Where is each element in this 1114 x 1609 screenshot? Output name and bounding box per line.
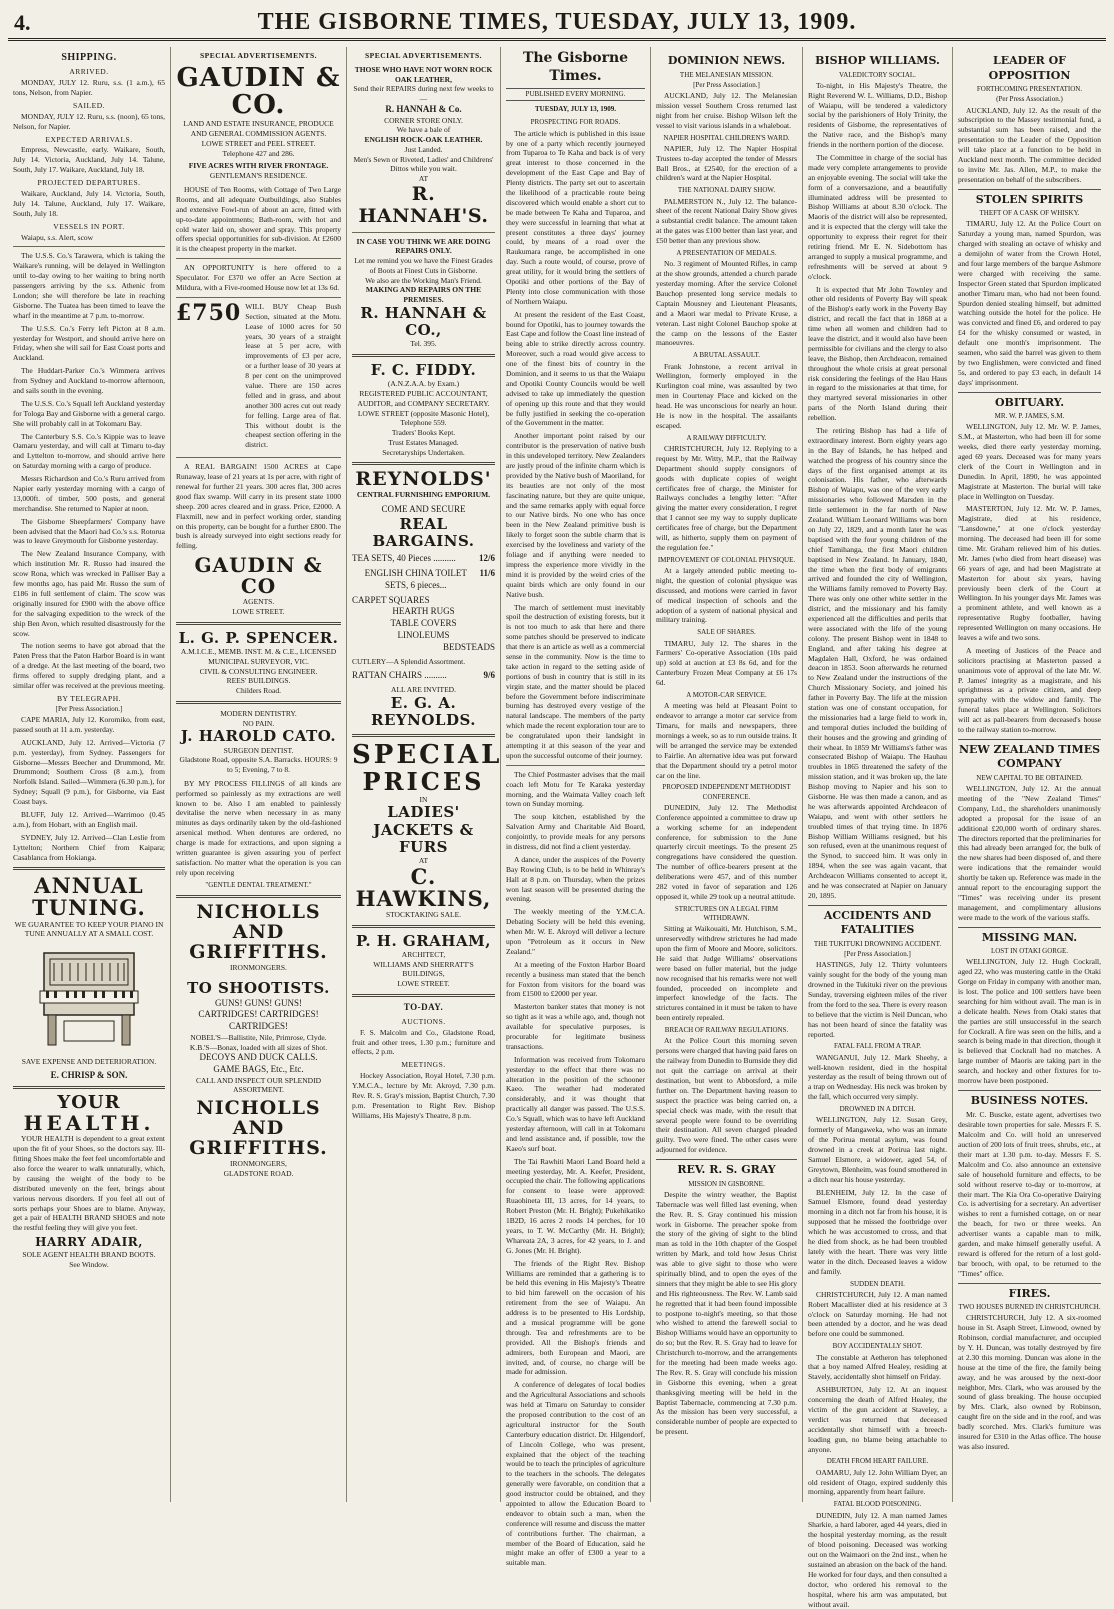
worn-text: Send their REPAIRS during next few weeks to— bbox=[353, 84, 494, 104]
local-paragraph: A conference of delegates of local bodies and the Agricultural Associations and schools was held at Timaru on Saturday to consider the proposed contribution to the cost of an agricultural instructor for the South Canterbury education district. Dr. Hilgendorf, of Lincoln College, who was present, explained that the object of the teaching would be to teach the principles of agriculture to the teachers in the schools. The delegates generally were favorable, on condition that a good instructor could be obtained, and they appointed to allow the Education Board to endeavor to obtain such a man, when the conference will resume and discuss the matter of contributions further. The chairman, a member of the Board of Education, said he might make an offer of £300 a year to a suitable man. bbox=[506, 1380, 645, 1568]
medals-text: No. 3 regiment of Mounted Rifles, in camp at the show grounds, attended a church parade yesterday morning. After the service Colonel Bauchop presented long service medals to Captain Mousney and Lieutenant Pleasants, and a Maori war medal to Private Kruse, a veteran. Last night Colonel Bauchop spoke at the camp on the lessons of the Easter manoeuvres. bbox=[656, 259, 797, 348]
spencer-ad bbox=[176, 630, 341, 696]
sudden-text: CHRISTCHURCH, July 12. A man named Robert Macallister died at his residence at 3 o'clock on Saturday morning. He had not been attended by a doctor, and he was dead before one could be summoned. bbox=[808, 1289, 947, 1339]
just-landed: Just Landed. bbox=[404, 144, 443, 154]
call-inspect: CALL AND INSPECT OUR SPLENDID ASSORTMENT. bbox=[195, 1075, 321, 1095]
shares-heading: SALE OF SHARES. bbox=[697, 628, 756, 637]
kbs-line: K.B.'S—Bonax, loaded with all sizes of Shot. bbox=[189, 1042, 328, 1052]
obituary-text: WELLINGTON, July 12. Mr. W. P. James, S.M., at Masterton, who had been ill for some weeks, died there early yesterday morning, aged 69 years. Deceased was for many years clerk of the Court in Wellington and in Dunedin. In April, 1890, he was appointed Magistrate at Masterton. The burial will take place in Wellington on Tuesday. bbox=[958, 422, 1101, 501]
hannah-telephone: Tel. 395. bbox=[410, 339, 437, 349]
bargain-text: A REAL BARGAIN! 1500 ACRES at Cape Runaway, lease of 21 years at 1s per acre, with right of renewal for further 21 years. 300 acres flat, 300 acres good flax swamp. Will carry in its present state 1000 sheep. 200 acres cleared and in grass. Price, £2000. A Flaxmill, new and in perfect working order, standing on this property, can be bought for a further £800. The bush is already surveyed into eight sections ready for felling. bbox=[176, 462, 341, 551]
colonial-text: At a largely attended public meeting to-night, the question of colonial physique was discussed, and motions were carried in favor of medical inspection of schools and the adoption of a system of national physical and military training. bbox=[656, 566, 797, 625]
vessels-heading: VESSELS IN PORT. bbox=[53, 221, 125, 231]
five-acres: FIVE ACRES WITH RIVER FRONTAGE. bbox=[188, 161, 329, 171]
column-dominion-news bbox=[650, 47, 802, 1502]
worn-heading: THOSE WHO HAVE NOT WORN ROCK OAK LEATHER, bbox=[354, 64, 493, 84]
column-shipping bbox=[8, 47, 170, 1502]
fiddy-name: F. C. FIDDY. bbox=[370, 361, 477, 380]
spencer-text: A.M.I.C.E., MEMB. INST. M. & C.E., LICENSED MUNICIPAL SURVEYOR, VIC. bbox=[180, 647, 337, 666]
published-line: PUBLISHED EVERY MORNING. bbox=[506, 88, 645, 101]
gray-subheading: MISSION IN GISBORNE. bbox=[688, 1179, 765, 1188]
heart-text: OAMARU, July 12. John William Dyer, an old resident of Otago, expired suddenly this morning, apparently from heart failure. bbox=[808, 1467, 947, 1497]
editorial-paragraph: At present the resident of the East Coast, bound for Opotiki, has to journey towards the East Cape and follow the Coast line instead of being able to strike directly across country. Moreover, such a road would give access to one of the finest bits of country in the Dominion, and it seems to us that the Waiapu and Opotiki County Councils would be well advised to take up immediately the question of opening up this route and that they would be fully justified in seeking the co-operation of the Government in the matter. bbox=[506, 309, 645, 428]
boy-text: The constable at Aetheron has telephoned that a boy named Alfred Healey, residing at Stavely, accidentally shot himself on Friday. bbox=[808, 1352, 947, 1382]
melanesian-text: AUCKLAND, July 12. The Melanesian mission vessel Southern Cross returned last night from her cruise. Bishop Wilson left the vessel to visit various islands in a whaleboat. bbox=[656, 90, 797, 130]
hannah-name: R. HANNAH & Co. bbox=[385, 103, 462, 114]
gaudin-address: LOWE STREET and PEEL STREET. bbox=[201, 138, 316, 148]
cato-text: BY MY PROCESS FILLINGS of all kinds are performed so painlessly as my extractions are well known to be. Also I am enabled to painlessly devitalise the nerve when necessary in as many minutes as days ordinarily taken by the old-fashioned arsenical method. When dentures are ordered, no charge is made for extractions, and upon signing a written guarantee is given assuring you of perfect satisfaction. No matter what the operation is you can rely upon receiving bbox=[176, 778, 341, 877]
accidents-heading: ACCIDENTS AND FATALITIES bbox=[808, 905, 947, 938]
telegraph-sub: [Per Press Association.] bbox=[55, 704, 123, 713]
harry-agent: SOLE AGENT HEALTH BRAND BOOTS. bbox=[22, 1250, 156, 1260]
local-paragraph: A dance, under the auspices of the Poverty Bay Rowing Club, is to be held in Whinray's Hall at 8 p.m. on Thursday, when the prizes won last season will be presented during the evening. bbox=[506, 854, 645, 904]
incase-heading: IN CASE YOU THINK WE ARE DOING REPAIRS ONLY. bbox=[356, 236, 491, 256]
nztimes-subheading: NEW CAPITAL TO BE OBTAINED. bbox=[976, 773, 1083, 782]
shipping-paragraph: The Gisborne Sheepfarmers' Company have been advised that the Maori had Co.'s s.s. Rotorua was to leave Greymouth for Gisborne yesterday. bbox=[13, 516, 165, 546]
opposition-subheading: FORTHCOMING PRESENTATION. bbox=[976, 85, 1083, 94]
auctions-text: F. S. Malcolm and Co., Gladstone Road, fruit and other trees, 1.30 p.m.; furniture and effects, 2 p.m. bbox=[352, 1027, 495, 1057]
rattan-label: RATTAN CHAIRS .......... bbox=[352, 669, 447, 680]
gaudin-telephone: Telephone 427 and 286. bbox=[222, 148, 295, 158]
hannah-name-2: R. HANNAH & CO., bbox=[360, 303, 487, 340]
fiddy-address: LOWE STREET (opposite Masonic Hotel), Telephone 559. bbox=[357, 408, 490, 428]
cutlery-line: CUTLERY—A Splendid Assortment. bbox=[352, 657, 466, 667]
projected-text: Waikare, Auckland, July 14. Victoria, South, July 14. Talune, Auckland, July 17. Waikare, South, July 18. bbox=[13, 188, 165, 218]
graham-name: P. H. GRAHAM, bbox=[356, 931, 491, 950]
napier-heading: NAPIER HOSPITAL CHILDREN'S WARD. bbox=[663, 133, 790, 142]
blood-text: DUNEDIN, July 12. A man named James Sharkie, a hard laborer, aged 44 years, died in the hospital yesterday morning, as the result of blood poisoning. Deceased was working out on the Waimaori on the 2nd inst., when he sustained an abrasion on the back of the hand. He worked for four days, and then consulted a doctor, who ordered his removal to the hospital, where his arm was amputated, but without avail. bbox=[808, 1510, 947, 1609]
shipping-paragraph: The notion seems to have got abroad that the Paten Press that the Paton Harbor Board is in want of a dredge. At the last meeting of the board, two firms offered to supply dredging plant, and a similar offer was received at the previous meeting. bbox=[13, 641, 165, 690]
stocktaking-sale: STOCKTAKING SALE. bbox=[385, 909, 462, 919]
childers-road: Childers Road. bbox=[236, 686, 281, 696]
nicholls-ad bbox=[176, 900, 341, 1179]
linoleums: LINOLEUMS bbox=[397, 629, 450, 640]
melanesian-heading: THE MELANESIAN MISSION. bbox=[679, 70, 774, 79]
page-number: 4. bbox=[14, 10, 31, 35]
civil-engineer: CIVIL & CONSULTING ENGINEER. bbox=[199, 666, 318, 676]
all-invited: ALL ARE INVITED. bbox=[391, 684, 456, 694]
house-text: HOUSE of Ten Rooms, with Cottage of Two Large Rooms, and all adequate Outbuildings, also Stables and extensive Fowl-run of about an acre, fitted with up-to-date appointments; Bath-room, with hot and cold water laid on, shower and spray. This property offers special opportunities for sub-division. At £2600 it is the cheapest property in the market. bbox=[176, 184, 341, 254]
toilet-sets-price: 11/6 bbox=[479, 568, 495, 579]
heart-heading: DEATH FROM HEART FAILURE. bbox=[826, 1457, 929, 1466]
auctions-heading: AUCTIONS. bbox=[401, 1016, 446, 1026]
dairy-heading: THE NATIONAL DAIRY SHOW. bbox=[677, 186, 776, 195]
obituary-text-2: MASTERTON, July 12. Mr. W. P. James, Magistrate, died at his residence, "Lansdowne," at one o'clock yesterday morning. The deceased had been ill for some time. Mr. Graham relieved him of his duties. Mr. James (who died from heart disease) was 66 years of age, and had been Magistrate at Masterton for about six years, having previously been clerk of the Court at Wellington. In his younger days Mr. James was a prominent athlete, and well known as a representative Rugby footballer, having represented Wellington on many occasions. He leaves a wife and two sons. bbox=[958, 504, 1101, 642]
ashburton-text: ASHBURTON, July 12. At an inquest concerning the death of Alfred Healey, the victim of the gun accident at Staveley, a verdict was returned that deceased accidentally shot himself with a breech-loading gun, no blame being attachable to anyone. bbox=[808, 1385, 947, 1454]
ironmongers: IRONMONGERS. bbox=[230, 962, 287, 972]
vessels-text: Waiapu, s.s. Alert, scow bbox=[21, 232, 94, 242]
bedsteads: BEDSTEADS bbox=[442, 641, 495, 652]
shipping-paragraph: The Huddart-Parker Co.'s Wimmera arrives from Sydney and Auckland to-morrow afternoon, and sails south in the evening. bbox=[13, 366, 165, 396]
rees-buildings: REES' BUILDINGS. bbox=[226, 676, 291, 686]
rattan-row bbox=[352, 670, 495, 682]
lowe-street-2: LOWE STREET. bbox=[397, 979, 450, 989]
fires-subheading: TWO HOUSES BURNED IN CHRISTCHURCH. bbox=[958, 1303, 1101, 1312]
central-furnishing: CENTRAL FURNISHING EMPORIUM. bbox=[356, 490, 491, 500]
bishop-heading: BISHOP WILLIAMS. bbox=[815, 54, 940, 67]
dentistry-ad bbox=[176, 709, 341, 775]
telegraph-paragraph: CAPE MARIA, July 12. Koromiko, from east, passed south at 11 a.m. yesterday. bbox=[13, 714, 165, 734]
fires-text: CHRISTCHURCH, July 12. A six-roomed house in St. Asaph Street, Linwood, owned by Robinson, cordial manufacturer, and occupied by Y. H. Duncan, was totally destroyed by fire at 2.30 this morning. Duncan was alone in the house at the time of the fire, the family being away, and he was aroused by the next-door neighbor, Mrs. Clark, who was aroused by the sound of glass breaking. The house occupied by Mrs. Clark, also owned by Robinson, caught fire on the side and in the roof, and was badly scorched. Mrs. Clark's furniture was insured for £310 in the Atlas office. The house was also insured. bbox=[958, 1313, 1101, 1451]
local-paragraph: The Tai Rawhiti Maori Land Board held a meeting yesterday, Mr. A. Keefer, President, occupied the chair. The following applications for consent to lease were approved: Ruaohineta III, 13 acres, for 14 years, to Robert Preston (Mr. H. Bright); Pukehikatiko 1B2D, 16 acres 2 roods 14 perches, for 10 years, to T. W. McCarthy (Mr. H. Bright); Whareata 2A, 3 acres, for 42 years, to J. and G. Jones (Mr. H. Bright). bbox=[506, 1156, 645, 1255]
local-paragraph: The weekly meeting of the Y.M.C.A. Debating Society will be held this evening, when Mr. W. E. Akroyd will deliver a lecture upon "Petroleum as it occurs in New Zealand." bbox=[506, 907, 645, 956]
hearth-rugs: HEARTH RUGS bbox=[392, 606, 455, 617]
methodist-text: DUNEDIN, July 12. The Methodist Conference appointed a committee to draw up a working scheme for an independent conference, for submission to the June quarterly circuit meetings. To the present 25 congregations have considered the question. The number of office-bearers present at the deliberations were 457, and of this number 282 voted in favor of separation and 126 opposed it, while 29 took up a neutral attitude. bbox=[656, 802, 797, 901]
brutal-text: Frank Johnstone, a recent arrival in Wellington, formerly employed in the Kurlington coal mine, was assaulted by two men in Courtenay Place and kicked on the head. He was unconscious for nearly an hour. He is now in the hospital. The assailants escaped. bbox=[656, 361, 797, 430]
methodist-heading: PROPOSED INDEPENDENT METHODIST CONFERENCE. bbox=[662, 783, 791, 801]
obituary-subheading: MR. W. P. JAMES, S.M. bbox=[994, 412, 1065, 421]
press-association-3: (Per Press Association.) bbox=[996, 95, 1063, 104]
fiddy-secretaryships: Secretaryships Undertaken. bbox=[382, 447, 465, 457]
shipping-paragraph: Messrs Richardson and Co.'s Ruru arrived from Napier early yesterday morning with a cargo of 13,000ft. of timber, 500 posts, and general merchandise. She returned to Napier at noon. bbox=[13, 474, 165, 513]
editorial-paragraph: The article which is published in this issue by one of a party which recently journeyed from Tuparoa to Te Kaha and back is of very great interest to those concerned in the development of the East Cape and Bay of Plenty districts. The party set out to ascertain the likelihood of a practicable route being discovered which would enable a short cut to be made between Te Kaha and Tuparoa, and they were successful in learning that what at present constitutes a three days' journey could, by means of a road over the Raukumara range, be accomplished in one day. Such a route would, of course, prove of great utility, for it would bring the settlers of Opotiki and other portions of the Bay of Plenty into close communication with those of Northern Waiapu. bbox=[506, 128, 645, 306]
prices-heading: PRICES bbox=[362, 767, 485, 797]
shares-text: TIMARU, July 12. The shares in the Farmers' Co-operative Association (10s paid up) sold at auction at £3 8s 6d, and for the Canterbury Frozen Meat Company at £6 17s 6d. bbox=[656, 638, 797, 688]
divider bbox=[13, 246, 165, 247]
expected-text: Empress, Newcastle, early. Waikare, South, July 14. Victoria, Auckland, July 14. Talune, South, July 17. Waikare, Auckland, July 18. bbox=[13, 145, 165, 175]
real-bargains: REAL BARGAINS. bbox=[372, 514, 475, 550]
shipping-paragraph: The Canterbury S.S. Co.'s Kippie was to leave Oamaru yesterday, and will call at Timaru to-day and Lyttelton to-morrow, and should arrive here on Saturday morning with a cargo of produce. bbox=[13, 431, 165, 471]
bishop-paragraph: The retiring Bishop has had a life of extraordinary interest. Born eighty years ago in the Bay of Islands, he has helped and watched the progress of his country since the days of the first organised attempt at its colonisation. His father, who afterwards Bishop of Waiapu, was one of the very early missionaries who followed Marsden in the little settlement in the far north of New Zealand. William Leonard Williams was born on July 22, 1829, and a month later he was baptised with the four young children of the chief Tamihanga, the first Maori children baptised in New Zealand. In January, 1840, the time when the first body of emigrants arrived and founded the city of Wellington, the Williams family removed to Poverty Bay. There was only one other white settler in the district, and the missionary and his family experienced all the difficulties and perils that were associated with the life of the young colony. The present Bishop went in 1848 to England, and after taking his degree at Magdalen Hall, Oxford, he was ordained deacon in 1853. Soon afterwards he returned to New Zealand under the instructions of the Church Missionary Society, and joined his father in Poverty Bay. The life at the mission station was one of constant occupation, for the missionaries had a large field to work in, and temporal duties included the building of their houses and the growing and grinding of their wheat. In 1859 Mr Williams's father was consecrated Bishop of Waiapu. The Hauhau troubles in 1865 threatened the safety of the mission station, and it was broken up, the late Bishop moving to Napier and his son to Gisborne. He was then made a canon, and as he was afterwards appointed Archdeacon of Waiapu, and went with other settlers he troubled times of that trying time. In 1876 Bishop William Williams resigned, but his son refused, even at the unanimous request of the Synod, to succeed him. It was only in 1894, when the see was again vacant, that Archdeacon Williams consented to accept it, and he was consecrated at Napier on January 20, 1895. bbox=[808, 426, 947, 900]
napier-text: NAPIER, July 12. The Napier Hospital Trustees to-day accepted the tender of Messrs Ball Bros., at £2540, for the erection of a children's ward at the Napier Hospital. bbox=[656, 143, 797, 183]
hannahs-name: R. HANNAH'S. bbox=[358, 182, 489, 227]
telegraph-paragraph: BLUFF, July 12. Arrived—Warrimoo (0.45 a.m.), from Hobart, with an English mail. bbox=[13, 809, 165, 829]
medals-heading: A PRESENTATION OF MEDALS. bbox=[676, 249, 777, 258]
fires-heading: FIRES. bbox=[958, 1283, 1101, 1302]
opposition-heading: LEADER OF OPPOSITION bbox=[988, 54, 1071, 82]
telegraph-heading: BY TELEGRAPH. bbox=[56, 693, 121, 703]
trap-heading: FATAL FALL FROM A TRAP. bbox=[833, 1042, 922, 1051]
ditch-heading: DROWNED IN A DITCH. bbox=[839, 1105, 916, 1114]
letus-text: Let me remind you we have the Finest Grades of Boots at Finest Cuts in Gisborne. bbox=[354, 256, 493, 275]
boy-heading: BOY ACCIDENTALLY SHOT. bbox=[832, 1342, 923, 1351]
piano-tuning-ad bbox=[13, 875, 165, 1081]
your-heading: YOUR bbox=[57, 1092, 121, 1114]
making-repairs: MAKING AND REPAIRS ON THE PREMISES. bbox=[365, 285, 482, 305]
hannah-ad bbox=[352, 65, 495, 228]
no-pain: NO PAIN. bbox=[242, 718, 275, 728]
architect: ARCHITECT, bbox=[401, 949, 446, 959]
ditch-text: WELLINGTON, July 12. Susan Grey, formerly of Mangaweka, who was an inmate of the Porirua mental asylum, was found drowned in a creek at Porirua last night. Samuel Elsmore, a widower, aged 54, of Greytown, Blenheim, was found smothered in a ditch near his house yesterday. bbox=[808, 1115, 947, 1184]
spirits-subheading: THEFT OF A CASK OF WHISKY. bbox=[979, 209, 1080, 218]
shipping-heading: SHIPPING. bbox=[61, 52, 117, 63]
breach-heading: BREACH OF RAILWAY REGULATIONS. bbox=[664, 1026, 789, 1035]
missing-text: WELLINGTON, July 12. Hugh Cockrall, aged 22, who was mustering cattle in the Otaki Gorge on Friday in company with another man, is lost. The police and 100 settlers have been searching for him without avail. The man is in a delicate health. News from Otaki states that the parties are still unsuccessful in the search for Cockrall. A fire was seen on the hills, and a search is being made in that direction, though it is believed that Cockrall had no matches. A large number of Maoris are taking part in the search, and hockey and other fixtures for to-morrow have been postponed. bbox=[958, 957, 1101, 1086]
piano-illustration bbox=[34, 943, 144, 1053]
column-opposition-notes bbox=[952, 47, 1106, 1502]
hawkins-ad bbox=[352, 740, 503, 920]
tea-sets-price: 12/6 bbox=[478, 553, 495, 564]
motor-text: A meeting was held at Pleasant Point to endeavor to arrange a motor car service from Timaru, for mails and newspapers, three mornings a week, so as to run outside trains. It will be arranged the service may be extended to Fairlie. An alternative idea was put forward that the Department should try a petrol motor car on the line. bbox=[656, 701, 797, 780]
press-association: [Per Press Association.] bbox=[693, 80, 760, 89]
carpet-squares: CARPET SQUARES bbox=[352, 594, 430, 605]
column-special-ads-2 bbox=[346, 47, 503, 1502]
gentlemans-residence: GENTLEMAN'S RESIDENCE. bbox=[209, 171, 308, 181]
spirits-text: TIMARU, July 12. At the Police Court on Saturday a young man, named Spurdon, was charged with stealing an octave of whisky and a demijohn of water from the Crown Hotel, and four large members of the barque Ashmore were charged with receiving the same. Inspector Green stated that Spurdon implicated another Timaru man, who had not been found. Spurdon denied stealing himself, but admitted watching outside the hotel for the police. He was convicted and fined £6, and ordered to pay £4 for the whisky consumed or wasted, in default one month's imprisonment. The seamen, who said the barrel was given to them by two Englishmen, were convicted and fined 5s, and ordered to pay £3 each, in default 14 days' imprisonment. bbox=[958, 219, 1101, 387]
cartridges-line: CARTRIDGES! CARTRIDGES! CARTRIDGES! bbox=[198, 1009, 319, 1032]
sewn-text: Men's Sewn or Riveted, Ladies' and Childrens' Dittos while you wait. bbox=[353, 154, 494, 174]
sailed-text: MONDAY, JULY 12. Ruru, s.s. (noon), 65 tons, Nelson, for Napier. bbox=[13, 111, 165, 131]
at-text: AT bbox=[418, 174, 429, 184]
guns-line: GUNS! GUNS! GUNS! bbox=[214, 997, 302, 1008]
page-title: THE GISBORNE TIMES, TUESDAY, JULY 13, 1909. bbox=[257, 9, 857, 35]
railway-heading: A RAILWAY DIFFICULTY. bbox=[686, 433, 767, 442]
column-special-ads-1 bbox=[170, 47, 346, 1502]
reynolds-ad bbox=[352, 470, 495, 729]
special-ads-heading-2: SPECIAL ADVERTISEMENTS. bbox=[364, 51, 483, 60]
bishop-paragraph: The Committee in charge of the social has made very complete arrangements to provide an enjoyable evening. The social will take the form of a conversazione, and a beautifully illuminated address will be presented to Bishop Williams at about 8.30 o'clock. The Maoris of the district will also be represented, and it is expected that the clergy will take the opportunity to express their regret for their retiring friend. Mr E. N. Sidebottom has arranged to supply a musical programme, and refreshments will be served at about 9 o'clock. bbox=[808, 152, 947, 281]
local-paragraph: Information was received from Tokomaru yesterday to the effect that there was no alteration in the position of the schooner Kaeo. The weather had moderated considerably, and it was thought that practically all danger was passed. The U.S.S. Co.'s Squall, which was to have left Auckland yesterday afternoon, will call in at Tokomaru and lend assistance and, if possible, tow the Kaeo's surf boat. bbox=[506, 1054, 645, 1153]
missing-subheading: LOST IN OTAKI GORGE. bbox=[990, 947, 1069, 956]
local-paragraph: The friends of the Right Rev. Bishop Williams are reminded that a gathering is to be held this evening in His Majesty's Theatre to bid him farewell on the occasion of his retirement from the see of Waiapu. An address is to be presented to His Lordship, and a musical programme will be gone through. Tea and refreshments are to be provided. All the Bishop's friends and admirers, both European and Maori, are invited, and, of course, no charge will be made for admission. bbox=[506, 1258, 645, 1377]
at-text-2: AT bbox=[418, 856, 429, 866]
trap-text: WANGANUI, July 12. Mark Sheehy, a well-known resident, died in the hospital yesterday as the result of being thrown out of a trap on Wednesday. His neck was broken by the fall, which occurred very simply. bbox=[808, 1052, 947, 1102]
hawkins-name: C. HAWKINS, bbox=[355, 863, 492, 911]
gaudin-name-2: GAUDIN & CO bbox=[194, 553, 323, 599]
shipping-paragraph: The U.S.S. Co.'s Squall left Auckland yesterday for Tologa Bay and Gisborne with a general cargo. She will probably call in at Tokomaru Bay. bbox=[13, 398, 165, 428]
gray-text: Despite the wintry weather, the Baptist Tabernacle was well filled last evening, when the Rev. R. S. Gray continued his mission work in Gisborne. The preacher spoke from the story of the giving of sight to the blind man as told in the 10th chapter of the Gospel written by Mark, and told how Jesus Christ was able to give sight to those who were spiritually blind, and to open the eyes of the sinners that they might be able to see His glory and His righteousness. The Rev. W. Lamb said he regretted that it had been found impossible to postpone to-night's meeting, so that those who wished to attend the farewell social to Bishop Williams would have an opportunity to do so; but the Rev. R. S. Gray had to leave for Christchurch to-morrow, and the arrangements for the meeting had been made weeks ago. The Rev. R. S. Gray will conclude his mission in Gisborne this evening, when a great thanksgiving meeting will be held in the Baptist Tabernacle, commencing at 7.30 p.m. As the mission has been very successful, a considerable number of people are expected to be present. bbox=[656, 1189, 798, 1437]
health-text: YOUR HEALTH is dependent to a great extent upon the fit of your Shoes, so the doctors say. Ill-fitting Shoes make the feet feel uncomfortable and also force the wearer to walk unnaturally, which, by causing the weight of the body to be distributed unevenly on the feet, brings about various nervous disorders. If you feel all out of sorts perhaps your Shoes are to blame. Anyway, get a pair of HEALTH BRAND SHOES and note the restful feeling they will give you feet. bbox=[13, 1134, 165, 1233]
dairy-text: PALMERSTON N., July 12. The balance-sheet of the recent National Dairy Show gives a substantial credit balance. The amount taken at the gates was £100 better than last year, and £50 better than any previous show. bbox=[656, 196, 797, 246]
gladstone-road: GLADSTONE ROAD. bbox=[223, 1168, 294, 1178]
working-man-text: We also are the Working Man's Friend. bbox=[365, 275, 482, 285]
decoys-line: DECOYS AND DUCK CALLS. bbox=[199, 1052, 318, 1063]
brutal-heading: A BRUTAL ASSAULT. bbox=[692, 351, 761, 360]
fiddy-ad bbox=[352, 362, 495, 457]
agents: AGENTS. bbox=[242, 597, 275, 607]
corner-store: CORNER STORE ONLY. bbox=[384, 115, 463, 125]
save-text: SAVE EXPENSE AND DETERIORATION. bbox=[21, 1057, 157, 1067]
column-editorial bbox=[500, 47, 650, 1568]
meetings-text: Hockey Association, Royal Hotel, 7.30 p.m. Y.M.C.A., lecture by Mr. Akroyd, 7.30 p.m. Rev. R. S. Gray's mission, Baptist Church, 7.30 p.m. Presentation to Right Rev. Bishop Williams, His Majesty's Theatre, 8 p.m. bbox=[352, 1071, 495, 1120]
shipping-paragraph: The U.S.S. Co.'s Ferry left Picton at 8 a.m. yesterday for Westport, and should arrive here on Friday, when she will sail for East Coast ports and Auckland. bbox=[13, 323, 165, 363]
price-750: £750 bbox=[176, 299, 242, 326]
shipping-paragraph: The New Zealand Insurance Company, with which institution Mr. R. Russo had insured the scow Rona, which was wrecked in Palliser Bay a few months ago, has paid Mr. Russo the sum of £186 in full settlement of claim. The scow was originally insured for £900 with the above office for the salvaging expedition to the wreck of the ship Ben Avon, which resulted disastrously for the scow. bbox=[13, 549, 165, 638]
local-paragraph: The Chief Postmaster advises that the mail coach left Motu for Te Karaka yesterday morning, and the Waimata Valley coach left town on Sunday morning. bbox=[506, 769, 645, 809]
jackets-heading: JACKETS & FURS bbox=[373, 820, 474, 856]
page-header bbox=[8, 6, 1106, 41]
game-bags-line: GAME BAGS, Etc., Etc. bbox=[213, 1063, 304, 1074]
tea-sets-row bbox=[352, 553, 495, 565]
obituary-text-3: A meeting of Justices of the Peace and solicitors practising at Masterton passed a unanimous vote of approval of the late Mr. W. P. James' integrity as a magistrate, and his uprightness as a private citizen, and deep sympathy with the widow and family. The funeral takes place at Wellington. Solicitors will act as pall-bearers from deceased's house to the railway station to-morrow. bbox=[958, 645, 1101, 734]
editorial-paragraph: The march of settlement must inevitably spoil the destruction of existing forests, but it is not too much to ask that here and there some patches should be preserved to indicate that there is an article as well as a commercial sense in the community. Now is the time to take action in regard to the setting aside of portions of bush in country that is still in its virgin state, and the matter should be placed before the Government before indiscriminate burning has destroyed every vestige of the natural landscape. The members of the party which made the recent exploration tour are to be congratulated upon their landsight in attempting it at this season of the year and upon the successful outcome of their journey. bbox=[506, 602, 645, 760]
meetings-heading: MEETINGS. bbox=[401, 1060, 446, 1070]
shipping-paragraph: The U.S.S. Co.'s Tarawera, which is taking the Waikare's running, will be delayed in Wellington until to-day owing to her waiting to bring north passengers arriving by the s.s. Athenic from London; she will therefore be late in reaching Gisborne. The Tuatea has been timed to leave the wharf in the meantime at 7 p.m. to-morrow. bbox=[13, 251, 165, 320]
tukituki-heading: THE TUKITUKI DROWNING ACCIDENT. bbox=[813, 939, 942, 948]
cato-address: Gladstone Road, opposite S.A. Barracks. HOURS: 9 to 5; Evening, 7 to 8. bbox=[179, 755, 338, 775]
rattan-price: 9/6 bbox=[483, 669, 495, 680]
gaudin-ad bbox=[176, 62, 341, 181]
columns bbox=[8, 47, 1106, 1609]
local-paragraph: Masterton banker states that money is not so tight as it was a while ago, and, though not available for speculative purposes, is procurable for legitimate business transactions. bbox=[506, 1002, 645, 1051]
blood-heading: FATAL BLOOD POISONING. bbox=[833, 1500, 922, 1509]
special-ads-heading: SPECIAL ADVERTISEMENTS. bbox=[199, 51, 318, 60]
toilet-sets-label: ENGLISH CHINA TOILET SETS, 6 pieces... bbox=[364, 568, 467, 590]
arrived-text: MONDAY, JULY 12. Ruru, s.s. (1 a.m.), 65 tons, Nelson, from Napier. bbox=[13, 78, 165, 97]
ladies-heading: LADIES' bbox=[387, 803, 460, 822]
shootists-heading: TO SHOOTISTS. bbox=[187, 979, 330, 998]
gentle-dental: "GENTLE DENTAL TREATMENT." bbox=[205, 880, 312, 889]
missing-heading: MISSING MAN. bbox=[958, 927, 1101, 946]
editorial-date: TUESDAY, JULY 13, 1909. bbox=[534, 105, 617, 114]
breach-text: At the Police Court this morning seven persons were charged that having paid fares on the railway from Dunedin to Burnside they did not quit the carriage on arrival at their destination, but went to Abbotsford, a mile further on. The Department having reason to suspect the practice was being carried on, a special check was made, with the result that several people were found to be overriding their destination. All seven charged pleaded guilty. Two were fined. The other cases were adjourned for evidence. bbox=[656, 1036, 797, 1155]
english-leather: ENGLISH ROCK-OAK LEATHER. bbox=[364, 135, 483, 145]
telegraph-paragraph: SYDNEY, July 12. Arrived—Clan Leslie from Lyttelton; Northern Chief from Kaipara; Casablanca from Hokianga. bbox=[13, 832, 165, 862]
harry-adair: HARRY ADAIR, bbox=[35, 1235, 143, 1250]
telegraph-paragraph: AUCKLAND, July 12. Arrived—Victoria (7 p.m. yesterday), from Sydney. Passengers for Gisborne—Messrs Beecher and Drummond, Mr. Drummond; Southern Cross (8 a.m.), from Norfolk Island. Sailed—Wimmera (6.30 p.m.), for Sydney; Squall (9 p.m.), for Gisborne, via East Coast bays. bbox=[13, 737, 165, 807]
nztimes-text: WELLINGTON, July 12. At the annual meeting of the "New Zealand Times" Company, Ltd., the shareholders unanimously adopted a proposal for the issue of an additional £20,000 worth of ordinary shares. The directors reported that the preliminaries for this had already been arranged for, the bulk of the new shares had been disposed of, and there were indications that the remainder would shortly be taken up. Reference was made in the annual report to the encouraging support the "Times" was receiving under its present management, and complimentary allusions were made to the work of the various staffs. bbox=[958, 784, 1101, 922]
reynolds-name: REYNOLDS' bbox=[355, 468, 492, 491]
gray-heading: REV. R. S. GRAY bbox=[656, 1159, 797, 1178]
health-heading: HEALTH. bbox=[23, 1111, 155, 1136]
ironmongers-2: IRONMONGERS, bbox=[230, 1158, 287, 1168]
colonial-heading: IMPROVEMENT OF COLONIAL PHYSIQUE. bbox=[657, 555, 796, 564]
annual-heading: ANNUAL bbox=[34, 873, 144, 899]
editorial-masthead: The Gisborne Times. bbox=[522, 50, 629, 85]
column-bishop-accidents bbox=[802, 47, 952, 1609]
chrisp-name: E. CHRISP & SON. bbox=[50, 1069, 128, 1080]
bale-text: We have a bale of bbox=[396, 125, 451, 135]
fiddy-trust: Trust Estates Managed. bbox=[388, 437, 459, 447]
blenheim-text: BLENHEIM, July 12. In the case of Samuel Elsmore, found dead yesterday morning in a ditch not far from his house, it is supposed that he missed the footbridge over which he was accustomed to cross, and that he died from shock, as he had been troubled lately with the heart. There was very little water in the ditch. Deceased leaves a widow and family. bbox=[808, 1187, 947, 1276]
health-ad bbox=[13, 1094, 165, 1269]
gaudin-agents-ad bbox=[176, 555, 341, 617]
come-secure: COME AND SECURE bbox=[381, 503, 466, 514]
sailed-heading: SAILED. bbox=[72, 100, 106, 110]
bishop-paragraph: To-night, in His Majesty's Theatre, the Right Reverend W. L. Williams, D.D., Bishop of Waiapu, will be tendered a valedictory social by the parishioners of Holy Trinity, the residents of Gisborne, the representatives of the Native race, and the Bishop's many friends in the northern portion of the diocese. bbox=[808, 80, 947, 150]
opposition-text: AUCKLAND, July 12. As the result of the subscription to the Massey testimonial fund, a substantial sum has been raised, and the presentation to the Leader of the Opposition will take place at a function to be held in Auckland next month. The committee decided to invite Mr. Jas. Allen, M.P., to make the presentation on behalf of the subscribers. bbox=[958, 105, 1101, 184]
expected-heading: EXPECTED ARRIVALS. bbox=[45, 134, 133, 144]
see-window: See Window. bbox=[69, 1259, 109, 1269]
nicholls-name-2: NICHOLLS AND GRIFFITHS. bbox=[189, 1097, 328, 1160]
prospecting-heading: PROSPECTING FOR ROADS. bbox=[530, 118, 621, 127]
graham-ad bbox=[352, 933, 495, 989]
hannah-ad-2 bbox=[352, 237, 495, 350]
tea-sets-label: TEA SETS, 40 Pieces .......... bbox=[352, 553, 456, 564]
tuning-heading: TUNING. bbox=[32, 895, 146, 921]
press-association-2: [Per Press Association.] bbox=[844, 950, 911, 959]
spencer-name: L. G. P. SPENCER. bbox=[178, 628, 339, 647]
dominion-heading: DOMINION NEWS. bbox=[667, 54, 786, 67]
obituary-heading: OBITUARY. bbox=[958, 392, 1101, 411]
today-heading: TO-DAY. bbox=[403, 1001, 444, 1012]
fiddy-traders: Traders' Books Kept. bbox=[391, 428, 456, 438]
nobels-line: NOBEL'S—Ballistite, Nile, Primrose, Clyde. bbox=[190, 1032, 327, 1042]
special-heading: SPECIAL bbox=[352, 740, 503, 771]
projected-heading: PROJECTED DEPARTURES. bbox=[37, 178, 141, 188]
fiddy-qualification: (A.N.Z.A.A. by Exam.) bbox=[387, 379, 460, 389]
motor-heading: A MOTOR-CAR SERVICE. bbox=[686, 691, 767, 700]
local-paragraph: At a meeting of the Foxton Harbor Board recently a business man stated that the bench for Foxton from visitors for the board was from £1500 to £2000 per year. bbox=[506, 959, 645, 999]
williams-sherratts: WILLIAMS AND SHERRATT'S BUILDINGS, bbox=[373, 959, 474, 979]
price750-block bbox=[176, 299, 341, 453]
table-covers: TABLE COVERS bbox=[390, 618, 457, 629]
tukituki-text: HASTINGS, July 12. Thirty volunteers vainly sought for the body of the young man drowned in the Tukituki river on the previous Sunday, traversing eighteen miles of the river from the ford to the sea. There is every reason to believe that the victim is Neil Duncan, who has not been heard of since the fatality was reported. bbox=[808, 960, 947, 1039]
opportunity-text: AN OPPORTUNITY is here offered to a Speculator. For £370 we offer an Acre Section at Mildura, with a Five-roomed House now let at 13s 6d. bbox=[176, 263, 341, 292]
nztimes-heading: NEW ZEALAND TIMES COMPANY bbox=[958, 739, 1101, 772]
ega-reynolds: E. G. A. REYNOLDS. bbox=[371, 693, 476, 729]
gaudin-name: GAUDIN & CO. bbox=[176, 62, 341, 121]
local-paragraph: The soup kitchen, established by the Salvation Army and Charitable Aid Board, conjointly, to provide meals for any persons in distress, did not find a client yesterday. bbox=[506, 812, 645, 851]
spirits-heading: STOLEN SPIRITS bbox=[958, 189, 1101, 208]
surgeon-dentist: SURGEON DENTIST. bbox=[223, 745, 294, 755]
arrived-heading: ARRIVED. bbox=[69, 67, 109, 77]
lowe-street: LOWE STREET. bbox=[232, 607, 285, 617]
in-text: IN bbox=[419, 794, 428, 804]
sudden-heading: SUDDEN DEATH. bbox=[850, 1279, 905, 1288]
fiddy-registered: REGISTERED PUBLIC ACCOUNTANT, AUDITOR, and COMPANY SECRETARY. bbox=[357, 389, 490, 408]
business-text: Mr. C. Buscke, estate agent, advertises two desirable town properties for sale. Messrs F. S. Malcolm and Co. will hold an unreserved auction of 200 lots of fruit trees, shrubs, etc., at their mart at 1.30 p.m. to-day. Messrs F. S. Malcolm and Co. also announce an extensive sale of household furniture and effects, to be sold without reserve to-day or to-morrow, at their mart. The Kia Ora Co-operative Dairying Co. is advertising for a secretary. An advertiser wishes to rent a furnished cottage, on or near the beach, for two or three weeks. An advertiser wants a capable man to milk, garden, and make himself generally useful. A reward is offered for the return of a lost gold-bar brooch, with opal, to be returned to the "Times" office. bbox=[958, 1110, 1101, 1278]
cato-name: J. HAROLD CATO. bbox=[180, 727, 337, 746]
gaudin-text: LAND AND ESTATE INSURANCE, PRODUCE AND GENERAL COMMISSION AGENTS. bbox=[183, 119, 334, 139]
tuning-text: WE GUARANTEE TO KEEP YOUR PIANO IN TUNE ANNUALLY AT A SMALL COST. bbox=[14, 919, 164, 939]
bishop-subheading: VALEDICTORY SOCIAL. bbox=[839, 70, 916, 79]
price750-text: WILL BUY Cheap Bush Section, situated at the Motu. Lease of 1000 acres for 50 years, 30 years of a straight lease at 5 per acre, with improvements of £3 per acre, or a further lease of 30 years at 8 per cent on the unimproved value. There are 150 acres felled and in grass, and about another 300 acres cut out ready for felling. Large area of flat. This without doubt is the cheapest section offering in the district. bbox=[245, 301, 341, 450]
editorial-paragraph: Another important point raised by our contributor is the preservation of native bush in this undeveloped territory. New Zealanders are justly proud of the infinite charm which is provided by the Native bush of Maoriland, for its beauties are not only of the most fascinating nature, but they are quite unique, and the same remarks apply with equal force to our Native birds. No one who has once been in the New Zealand primitive bush is likely to forget soon the subtle charm that is exercised by the loveliness and variety of the foliage and if anything were needed to impress the experience more vividly in the mind it is provided by the weird cries of the quaint birds which are only found in our Native bush. bbox=[506, 431, 645, 599]
railway-text: CHRISTCHURCH, July 12. Replying to a request by Mr. Witty, M.P., that the Railway Department should supply consignors of goods with duplicate copies of weight certificates free of charge, the Minister for Railways concludes a lengthy letter: "After giving the matter every consideration, I regret that I cannot see my way to supply duplicate certificates free of charge, but the Department will, as hitherto, supply them on payment of the regulation fee." bbox=[656, 443, 797, 552]
modern-dentistry: MODERN DENTISTRY. bbox=[220, 708, 297, 718]
strictures-heading: STRICTURES ON A LEGAL FIRM WITHDRAWN. bbox=[674, 904, 779, 923]
toilet-sets-row bbox=[352, 568, 495, 592]
bishop-paragraph: It is expected that Mr John Townley and other old residents of Poverty Bay will speak of the Bishop's early work in the Poverty Bay district, and recall the fact that in 1868 at a time when all women and children had to leave the district, and it would also have been permissible for civilians and the clergy to also leave, the Bishop, then Archdeacon, remained throughout the whole crisis at great personal risk considering the feelings of the Hau Haus in regard to the missionaries at that time, for they martyred several missionaries in other parts of the North Island during their rebellion. bbox=[808, 284, 947, 423]
business-heading: BUSINESS NOTES. bbox=[958, 1090, 1101, 1109]
strictures-text: Sitting at Waikouaiti, Mr. Hutchison, S.M., unreservedly withdrew strictures he had made upon the firm of Moore and Moore, solicitors. He said that Judge Williams' observations were based on fuller material, but the judge now recognised that his remarks were not well founded, proceeded on incomplete and imperfect knowledge of the facts. The strictures contained in it must be taken to have been entirely repealed. bbox=[656, 924, 797, 1023]
nicholls-name: NICHOLLS AND GRIFFITHS. bbox=[189, 900, 328, 963]
